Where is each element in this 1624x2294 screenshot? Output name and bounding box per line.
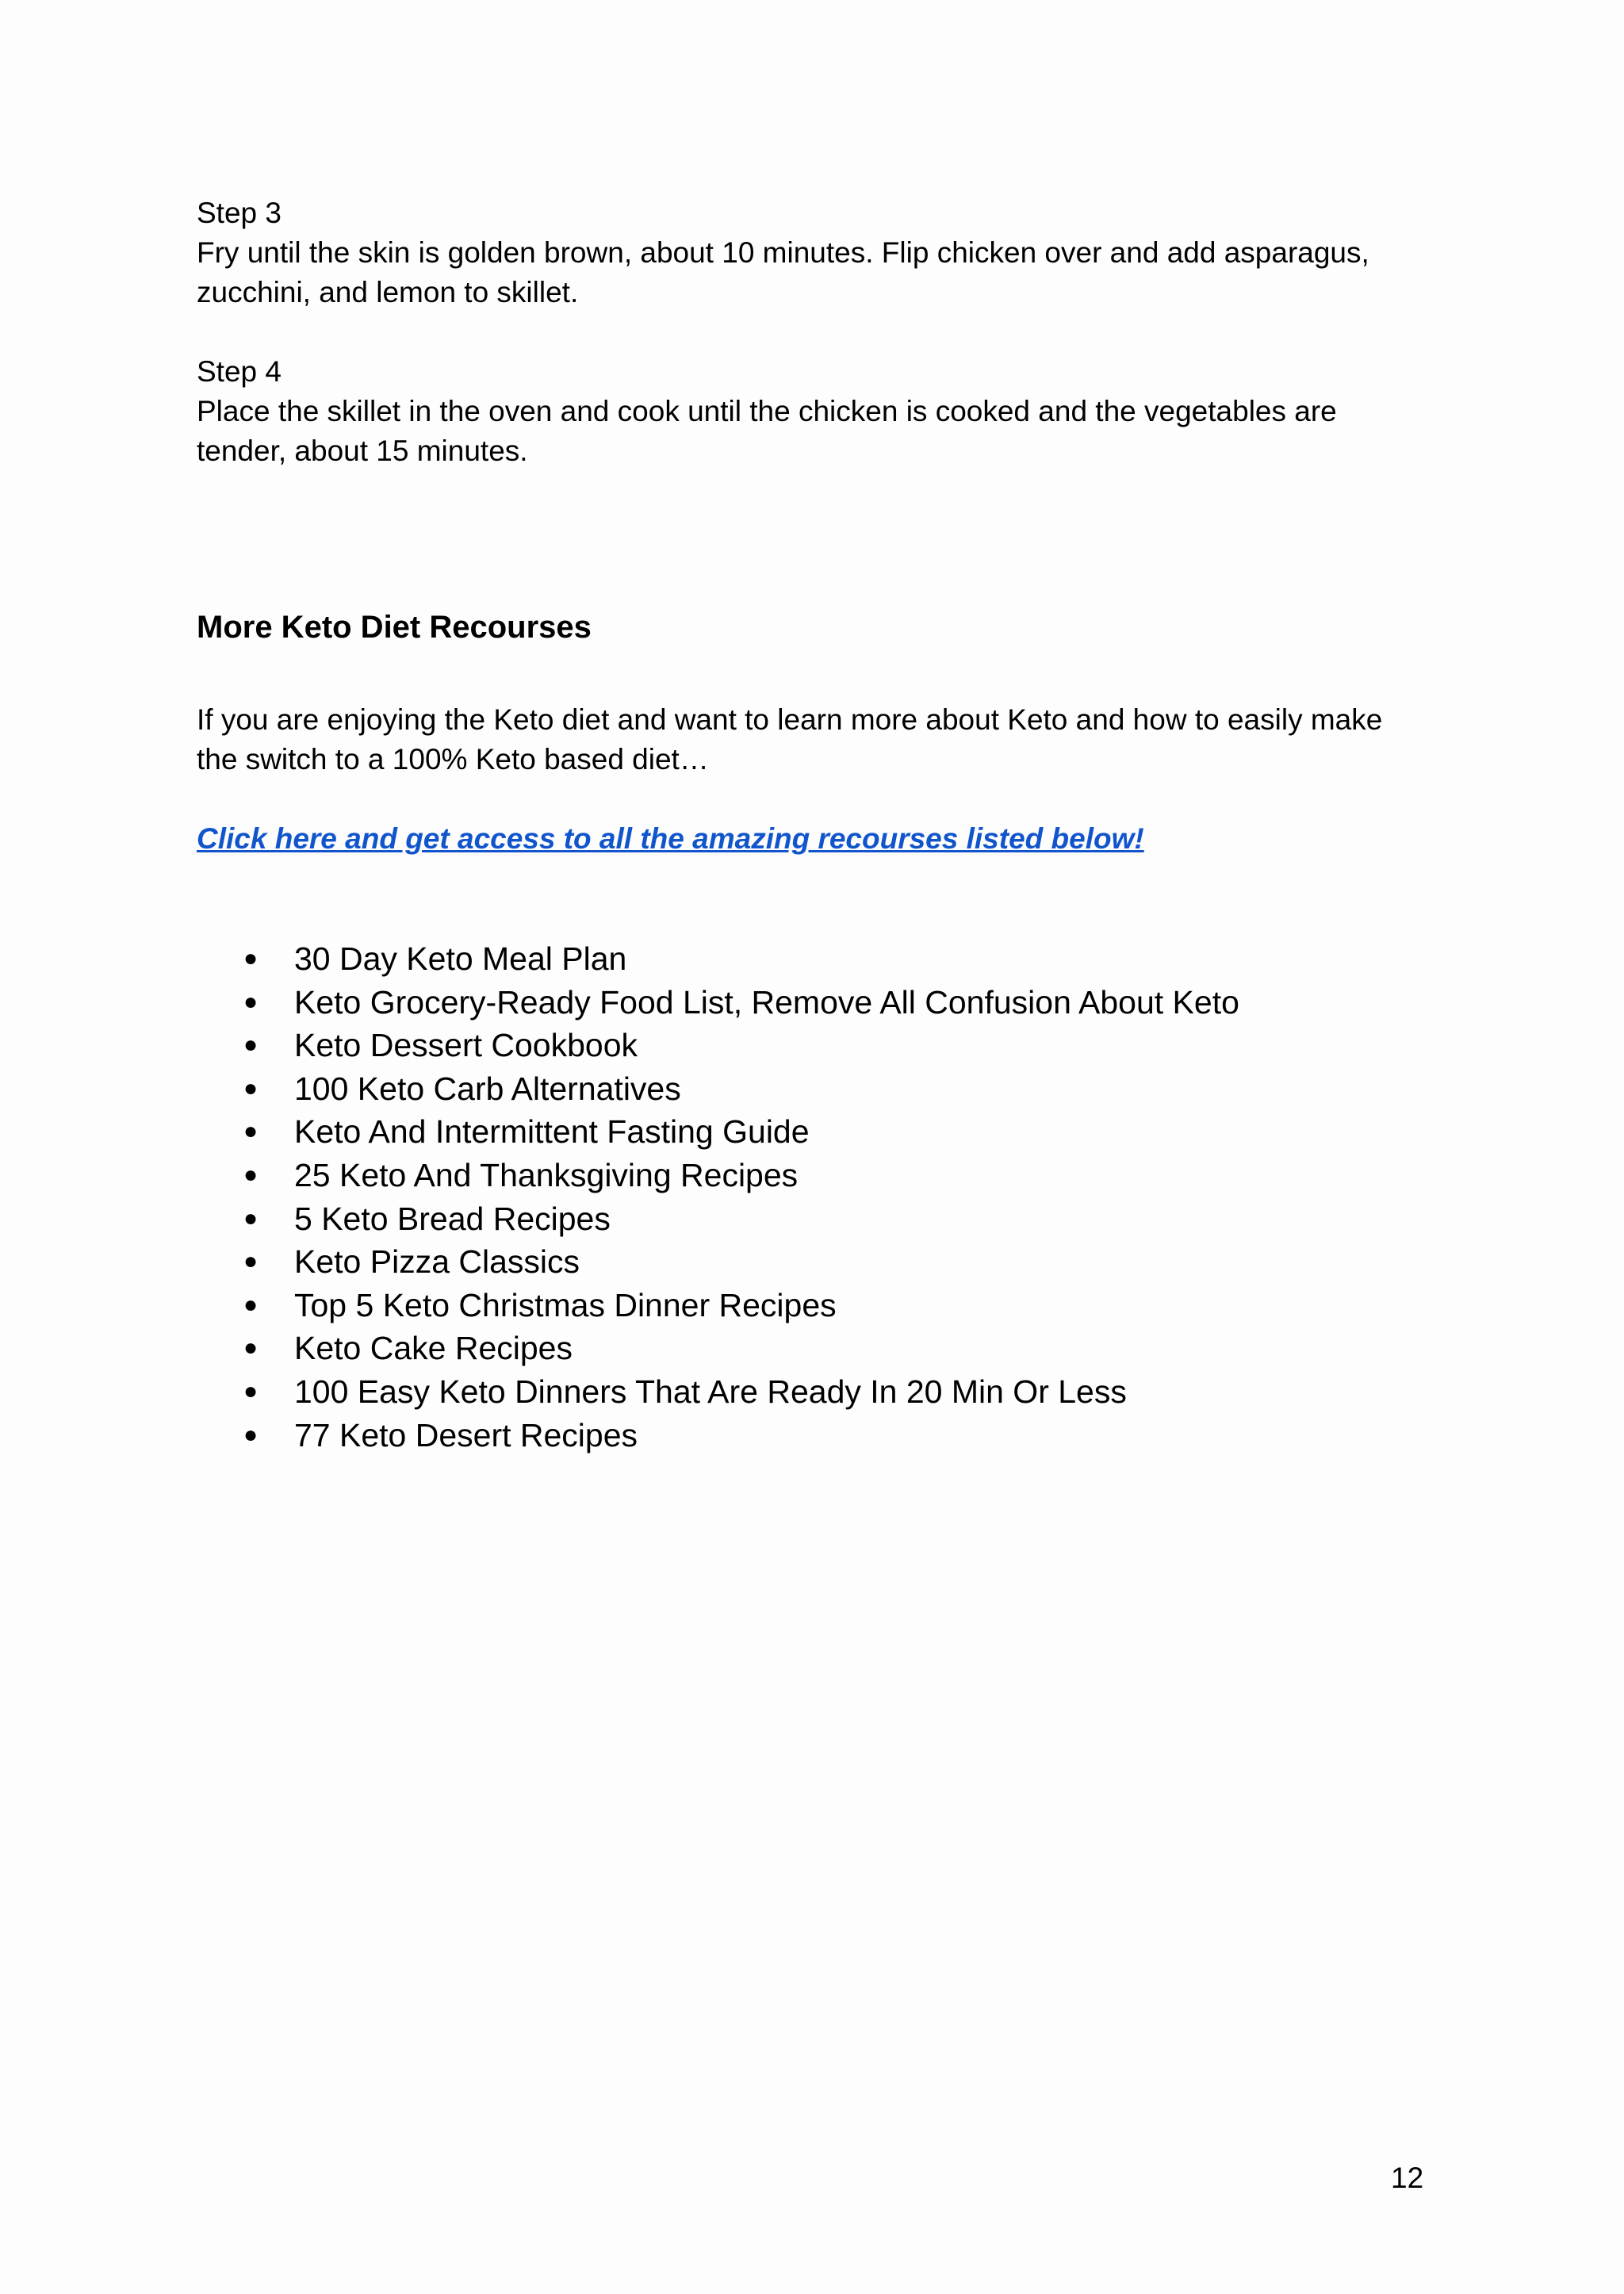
resources-link-paragraph [197, 819, 1434, 859]
bullet-icon: ● [243, 1204, 259, 1231]
step-4-line-2: tender, about 15 minutes. [197, 435, 528, 467]
list-item [197, 1284, 1434, 1327]
list-item-label: Keto Dessert Cookbook [294, 1027, 638, 1064]
bullet-icon: ● [243, 1335, 259, 1361]
step-3-title: Step 3 [197, 197, 282, 229]
list-item [197, 1024, 1434, 1067]
step-4-block [197, 352, 1434, 471]
list-item-label: Keto And Intermittent Fasting Guide [294, 1113, 810, 1151]
list-item [197, 1067, 1434, 1111]
list-item [197, 981, 1434, 1024]
list-item-label: Keto Cake Recipes [294, 1330, 573, 1367]
step-3-line-1: Fry until the skin is golden brown, about 10 minutes. Flip chicken over and add asparagus, [197, 236, 1369, 269]
step-3-block [197, 193, 1434, 312]
list-item [197, 1197, 1434, 1241]
bullet-icon: ● [243, 988, 259, 1015]
list-item-label: 77 Keto Desert Recipes [294, 1416, 638, 1453]
list-item [197, 1110, 1434, 1154]
resources-intro-line-2: the switch to a 100% Keto based diet… [197, 743, 709, 776]
step-4-line-1: Place the skillet in the oven and cook until the chicken is cooked and the vegetables are [197, 395, 1337, 427]
list-item [197, 1327, 1434, 1370]
list-item-label: Top 5 Keto Christmas Dinner Recipes [294, 1286, 837, 1323]
list-item-label: 30 Day Keto Meal Plan [294, 940, 627, 977]
list-item [197, 1240, 1434, 1284]
list-item-label: Keto Pizza Classics [294, 1243, 580, 1281]
resources-access-link[interactable]: Click here and get access to all the amazing recourses listed below! [197, 822, 1144, 855]
list-item [197, 1414, 1434, 1457]
list-item [197, 1154, 1434, 1197]
bullet-icon: ● [243, 1032, 259, 1059]
step-3-line-2: zucchini, and lemon to skillet. [197, 276, 579, 308]
resources-intro [197, 700, 1434, 779]
step-4-title: Step 4 [197, 355, 282, 388]
bullet-icon: ● [243, 1161, 259, 1188]
list-item-label: 5 Keto Bread Recipes [294, 1200, 611, 1237]
list-item-label: 25 Keto And Thanksgiving Recipes [294, 1156, 799, 1193]
bullet-icon: ● [243, 1248, 259, 1275]
list-item-label: 100 Easy Keto Dinners That Are Ready In 20 Min Or Less [294, 1373, 1127, 1410]
list-item-label: 100 Keto Carb Alternatives [294, 1070, 681, 1107]
page-content [197, 193, 1434, 1457]
bullet-icon: ● [243, 1377, 259, 1404]
bullet-icon: ● [243, 1291, 259, 1318]
list-item-label: Keto Grocery-Ready Food List, Remove All Confusion About Keto [294, 983, 1239, 1021]
list-item [197, 937, 1434, 981]
bullet-icon: ● [243, 1421, 259, 1448]
bullet-icon: ● [243, 1118, 259, 1145]
bullet-icon: ● [243, 1074, 259, 1101]
page-number: 12 [1391, 2162, 1424, 2194]
list-item [197, 1370, 1434, 1414]
bullet-icon: ● [243, 945, 259, 971]
resources-heading: More Keto Diet Recourses [197, 610, 592, 645]
resources-list [197, 937, 1434, 1457]
resources-intro-line-1: If you are enjoying the Keto diet and want to learn more about Keto and how to easily make [197, 703, 1383, 736]
